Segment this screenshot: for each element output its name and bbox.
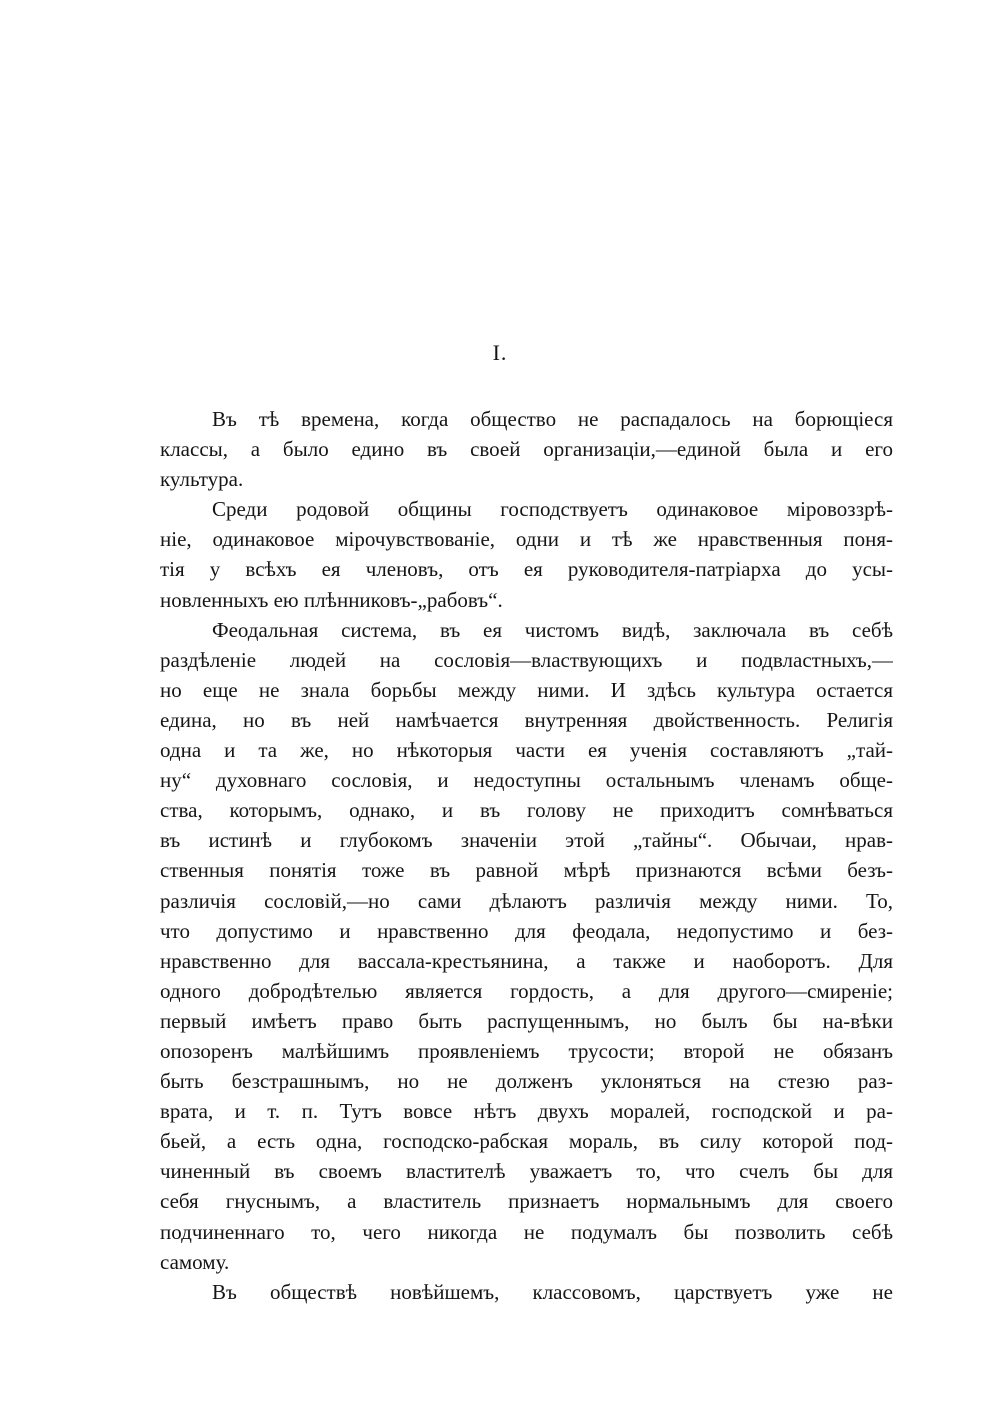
- text-line: въ истинѣ и глубокомъ значеніи этой „тайны“. Обычаи, нрав-: [160, 828, 893, 853]
- text-line: Феодальная система, въ ея чистомъ видѣ, заключала въ себѣ: [212, 617, 893, 642]
- text-line: едина, но въ ней намѣчается внутренняя двойственность. Религія: [160, 707, 893, 732]
- text-line: культура.: [160, 467, 244, 492]
- text-line: ніе, одинаковое мірочувствованіе, одни и тѣ же нравственныя поня-: [160, 527, 893, 552]
- text-line: себя гнуснымъ, а властитель признаетъ нормальнымъ для своего: [160, 1189, 893, 1214]
- text-line: ственныя понятія тоже въ равной мѣрѣ признаются всѣми безъ-: [160, 858, 893, 883]
- text-line: чиненный въ своемъ властителѣ уважаетъ то, что счелъ бы для: [160, 1159, 893, 1184]
- text-line: нравственно для вассала-крестьянина, а также и наоборотъ. Для: [160, 948, 893, 973]
- text-line: раздѣленіе людей на сословія—властвующихъ и подвластныхъ,—: [160, 647, 893, 672]
- text-line: быть безстрашнымъ, но не долженъ уклоняться на стезю раз-: [160, 1069, 893, 1094]
- paragraph: [160, 404, 893, 494]
- text-line: первый имѣетъ право быть распущеннымъ, но былъ бы на-вѣки: [160, 1008, 893, 1033]
- paragraph: [160, 615, 893, 1277]
- text-line: новленныхъ ею плѣнниковъ-„рабовъ“.: [160, 587, 503, 612]
- text-line: бьей, а есть одна, господско-рабская мораль, въ силу которой под-: [160, 1129, 893, 1154]
- text-line: Въ тѣ времена, когда общество не распадалось на борющіеся: [212, 407, 893, 431]
- text-line: врата, и т. п. Тутъ вовсе нѣтъ двухъ моралей, господской и ра-: [160, 1099, 893, 1124]
- paragraph: [160, 494, 893, 614]
- text-line: Въ обществѣ новѣйшемъ, классовомъ, царствуетъ уже не: [212, 1279, 893, 1304]
- text-line: подчиненнаго то, чего никогда не подумалъ бы позволить себѣ: [160, 1219, 893, 1244]
- text-line: самому.: [160, 1249, 230, 1274]
- text-line: одного добродѣтелью является гордость, а для другого—смиреніе;: [160, 978, 893, 1003]
- text-line: Среди родовой общины господствуетъ одинаковое міровоззрѣ-: [212, 497, 893, 522]
- text-line: но еще не знала борьбы между ними. И здѣсь культура остается: [160, 677, 893, 702]
- body-text: [160, 404, 893, 1307]
- text-line: классы, а было едино въ своей организаціи,—единой была и его: [160, 437, 893, 462]
- text-line: ства, которымъ, однако, и въ голову не приходитъ сомнѣваться: [160, 798, 893, 823]
- text-line: что допустимо и нравственно для феодала, недопустимо и без-: [160, 918, 893, 943]
- text-line: тія у всѣхъ ея членовъ, отъ ея руководителя-патріарха до усы-: [160, 557, 893, 582]
- chapter-heading: I.: [492, 340, 508, 365]
- paragraph: [160, 1277, 893, 1307]
- text-line: опозоренъ малѣйшимъ проявленіемъ трусости; второй не обязанъ: [160, 1038, 893, 1063]
- text-line: одна и та же, но нѣкоторыя части ея ученія составляютъ „тай-: [160, 738, 893, 763]
- text-line: ну“ духовнаго сословія, и недоступны остальнымъ членамъ обще-: [160, 768, 893, 793]
- text-line: различія сословій,—но сами дѣлаютъ различія между ними. То,: [160, 888, 893, 913]
